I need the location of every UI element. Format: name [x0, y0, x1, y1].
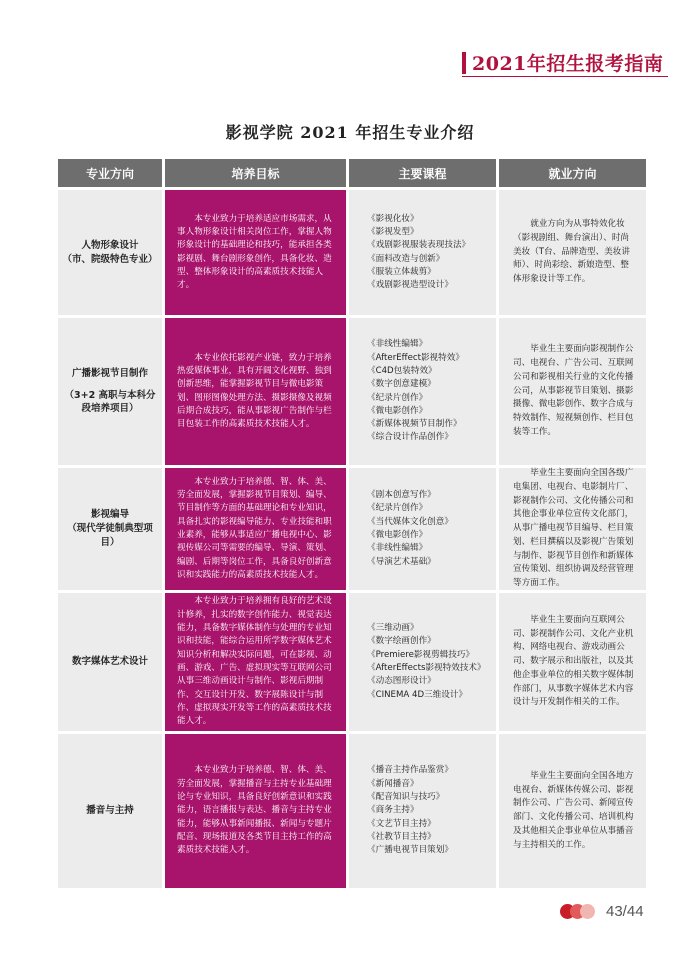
courses-cell: [349, 468, 496, 590]
course-item: 《商务主持》: [367, 805, 419, 816]
column-header-major: 专业方向: [58, 159, 162, 187]
course-item: 《综合设计作品创作》: [367, 432, 453, 443]
course-item: 《CINEMA 4D三维设计》: [367, 689, 468, 700]
employment-text: 毕业生主要面向全国各级广电集团、电视台、电影制片厂、影视制作公司、文化传播公司和其他企事业单位宣传文化部门，从事广播电视节目编导、栏目策划、栏目撰稿以及影视广告策划与制作、影视节目创作和新媒体宣传策划、组织协调及经营管理等方面工作。: [513, 468, 634, 589]
course-item: 《微电影创作》: [367, 530, 428, 540]
goal-cell: [165, 593, 346, 731]
course-item: 《播音主持作品鉴赏》: [367, 765, 453, 776]
major-note: （市、院级特色专业）: [62, 253, 158, 265]
goal-text: 本专业致力于培养德、智、体、美、劳全面发展，掌握播音与主持专业基础理论与专业知识，具备良好创新意识和实践能力，语言播报与表达、播音与主持专业能力，能够从事新闻播报、新闻与专题片配音、现场报道及各类节目主持工作的高素质技术技能人才。: [177, 765, 332, 856]
header: [462, 49, 663, 76]
course-item: 《纪录片创作》: [367, 392, 428, 403]
major-name: 影视编导: [90, 509, 129, 521]
major-note: （3+2 高职与本科分段培养项目）: [64, 389, 156, 415]
course-item: 《数字绘画创作》: [367, 636, 436, 647]
course-item: 《C4D包装特效》: [367, 365, 437, 376]
course-item: 《数字创意建模》: [367, 379, 436, 390]
major-name: 广播影视节目制作: [71, 367, 148, 379]
major-note: （现代学徒制典型项目）: [67, 523, 153, 548]
course-item: 《社教节目主持》: [367, 831, 436, 842]
goal-cell: [165, 734, 346, 888]
employment-cell: [499, 734, 646, 888]
goal-text: 本专业致力于培养适应市场需求，从事人物形象设计相关岗位工作，掌握人物形象设计的基础理论和技巧，能承担各类影视剧、舞台剧形象创作，具备化妆、造型、整体形象设计的高素质技术技能人才。: [177, 213, 332, 291]
major-name: 数字媒体艺术设计: [71, 656, 148, 668]
goal-text: 本专业致力于培养拥有良好的艺术设计修养，扎实的数字创作能力、视觉表达能力，具备数字媒体制作与处理的专业知识和技能，能综合运用所学数字媒体艺术知识分析和解决实际问题，可在影视、动画、游戏、广告、虚拟现实等互联网公司从事三维动画设计与制作、影视后期制作、交互设计开发、数字展陈设计与制作、虚拟现实开发等工作的高素质技术技能人才。: [177, 596, 332, 727]
course-list: [367, 489, 453, 569]
course-item: 《动态图形设计》: [367, 676, 436, 687]
header-accent-bar: [462, 52, 466, 74]
column-header-courses: 主要课程: [349, 159, 496, 187]
major-cell: [58, 734, 162, 888]
course-item: 《微电影创作》: [367, 405, 428, 416]
major-cell: [58, 593, 162, 731]
major-cell: [58, 190, 162, 315]
course-item: 《影视化妆》: [367, 213, 419, 224]
course-item: 《戏剧影视造型设计》: [367, 280, 453, 291]
course-item: 《戏剧影视服装表现技法》: [367, 240, 471, 251]
column-header-employment: 就业方向: [499, 159, 646, 187]
courses-cell: [349, 593, 496, 731]
employment-text: 毕业生主要面向互联网公司、影视制作公司、文化产业机构、网络电视台、游戏动画公司、数字展示和出版社，以及其他企事业单位的相关数字媒体制作部门，从事数字媒体艺术内容设计与开发制作相关的工作。: [513, 614, 634, 708]
course-list: [367, 213, 470, 293]
course-item: 《当代媒体文化创意》: [367, 516, 453, 527]
employment-cell: [499, 190, 646, 315]
course-item: 《纪录片创作》: [367, 503, 428, 514]
header-title: 2021年招生报考指南: [472, 53, 664, 75]
pager-dot-icon: [580, 904, 595, 919]
employment-cell: [499, 468, 646, 590]
employment-cell: [499, 593, 646, 731]
course-item: 《导演艺术基础》: [367, 556, 436, 567]
employment-text: 就业方向为从事特效化妆（影视剧组、舞台演出）、时尚美妆（T台、品牌造型、美妆讲师）、时尚彩绘、新娘造型、整体形象设计等工作。: [513, 219, 630, 285]
major-name: 播音与主持: [86, 805, 134, 817]
page-indicator: [560, 903, 644, 920]
page-number: 43/44: [606, 903, 644, 920]
course-list: [367, 338, 464, 445]
goal-text: 本专业依托影视产业链，致力于培养热爱媒体事业，具有开阔文化视野、独到创新思维，能掌握影视节目与微电影策划、图形图像处理方法、摄影摄像及视频后期合成技巧，能从事影视广告制作与栏目包装工作的高素质技术技能人才。: [177, 352, 332, 430]
courses-cell: [349, 734, 496, 888]
header-divider: [462, 76, 668, 77]
employment-text: 毕业生主要面向影视制作公司、电视台、广告公司、互联网公司和影视相关行业的文化传播公司，从事影视节目策划、摄影摄像、微电影创作、数字合成与特效制作、短视频创作、栏目包装等工作。: [513, 344, 634, 437]
course-item: 《AfterEffects影视特效技术》: [367, 663, 486, 673]
course-list: [367, 764, 453, 857]
employment-cell: [499, 318, 646, 465]
course-item: 《三维动画》: [367, 623, 419, 634]
course-item: 《非线性编辑》: [367, 339, 428, 350]
column-header-goal: 培养目标: [165, 159, 346, 187]
course-item: 《AfterEffect影视特效》: [367, 352, 464, 363]
course-item: 《面料改造与创新》: [367, 253, 445, 264]
course-item: 《Premiere影视剪辑技巧》: [367, 649, 475, 660]
major-cell: [58, 468, 162, 590]
course-item: 《新媒体视频节目制作》: [367, 419, 462, 430]
goal-cell: [165, 318, 346, 465]
major-name: 人物形象设计: [81, 239, 139, 251]
course-list: [367, 622, 486, 702]
course-item: 《服装立体裁剪》: [367, 266, 436, 277]
employment-text: 毕业生主要面向全国各地方电视台、新媒体传媒公司、影视制作公司、广告公司、新闻宣传部门、文化传播公司、培训机构及其他相关企事业单位从事播音与主持相关的工作。: [513, 770, 634, 850]
course-item: 《非线性编辑》: [367, 543, 428, 554]
course-item: 《文艺节目主持》: [367, 818, 436, 829]
page-title: 影视学院 2021 年招生专业介绍: [225, 123, 475, 142]
goal-cell: [165, 468, 346, 590]
course-item: 《影视发型》: [367, 226, 419, 237]
courses-cell: [349, 190, 496, 315]
course-item: 《剧本创意写作》: [367, 490, 436, 501]
course-item: 《配音知识与技巧》: [367, 792, 445, 803]
course-item: 《新闻播音》: [367, 778, 419, 789]
course-item: 《广播电视节目策划》: [367, 845, 453, 856]
major-cell: [58, 318, 162, 465]
goal-text: 本专业致力于培养德、智、体、美、劳全面发展，掌握影视节目策划、编导、节目制作等方面的基础理论和专业知识，具备扎实的影视编导能力、专业技能和职业素养，能够从事适应广播电视中心、影视传媒公司等需要的编导、导演、策划、编剧、后期等岗位工作，具备良好创新意识和实践能力的高素质技术技能人才。: [177, 476, 332, 580]
program-table: [58, 159, 645, 883]
courses-cell: [349, 318, 496, 465]
goal-cell: [165, 190, 346, 315]
